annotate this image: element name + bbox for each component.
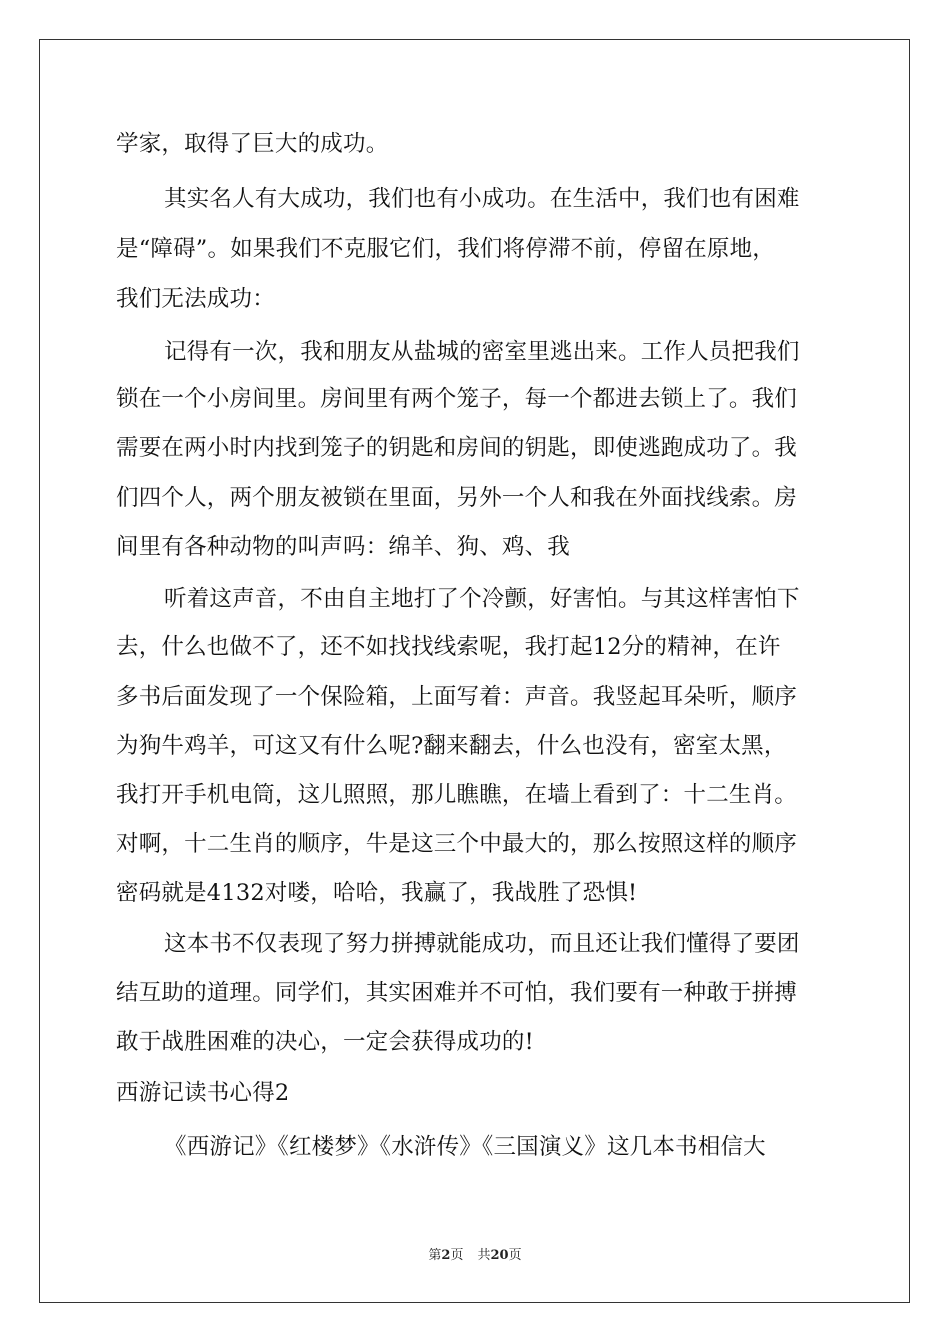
text-line: 密码就是4132对喽，哈哈，我赢了，我战胜了恐惧! [116,880,638,906]
paragraph-start-line: 听着这声音，不由自主地打了个冷颤，好害怕。与其这样害怕下 [164,586,800,612]
text-line: 是“障碍”。如果我们不克服它们，我们将停滞不前，停留在原地， [116,236,776,262]
text-line: 对啊，十二生肖的顺序，牛是这三个中最大的，那么按照这样的顺序 [116,831,798,857]
text-line: 去，什么也做不了，还不如找找线索呢，我打起12分的精神，在许 [116,634,781,660]
paragraph-start-line: 《西游记》《红楼梦》《水浒传》《三国演义》这几本书相信大 [164,1134,766,1160]
text-line: 我打开手机电筒，这儿照照，那儿瞧瞧，在墙上看到了：十二生肖。 [116,782,798,808]
paragraph-start-line: 这本书不仅表现了努力拼搏就能成功，而且还让我们懂得了要团 [164,931,800,957]
page-footer [0,1246,950,1266]
text-line: 多书后面发现了一个保险箱，上面写着：声音。我竖起耳朵听，顺序 [116,684,798,710]
paragraph-start-line: 记得有一次，我和朋友从盐城的密室里逃出来。工作人员把我们 [164,339,800,365]
text-line: 为狗牛鸡羊，可这又有什么呢?翻来翻去，什么也没有，密室太黑， [116,733,787,759]
text-line: 敢于战胜困难的决心，一定会获得成功的! [116,1029,534,1055]
total-pages: 20 [490,1248,509,1263]
page-border [39,39,910,1303]
section-heading: 西游记读书心得2 [116,1080,290,1106]
text-line: 锁在一个小房间里。房间里有两个笼子，每一个都进去锁上了。我们 [116,386,798,412]
page-prefix: 第 [428,1248,442,1263]
total-suffix: 页 [508,1248,522,1263]
text-line: 们四个人，两个朋友被锁在里面，另外一个人和我在外面找线索。房 [116,485,798,511]
text-line: 间里有各种动物的叫声吗：绵羊、狗、鸡、我 [116,534,571,560]
total-prefix: 共 [477,1248,491,1263]
text-line: 学家，取得了巨大的成功。 [116,131,389,157]
text-line: 结互助的道理。同学们，其实困难并不可怕，我们要有一种敢于拼搏 [116,980,798,1006]
paragraph-start-line: 其实名人有大成功，我们也有小成功。在生活中，我们也有困难 [164,186,800,212]
text-line: 需要在两小时内找到笼子的钥匙和房间的钥匙，即使逃跑成功了。我 [116,435,798,461]
text-line: 我们无法成功： [116,286,275,312]
page-suffix: 页 [450,1248,464,1263]
page-number: 2 [441,1248,451,1263]
